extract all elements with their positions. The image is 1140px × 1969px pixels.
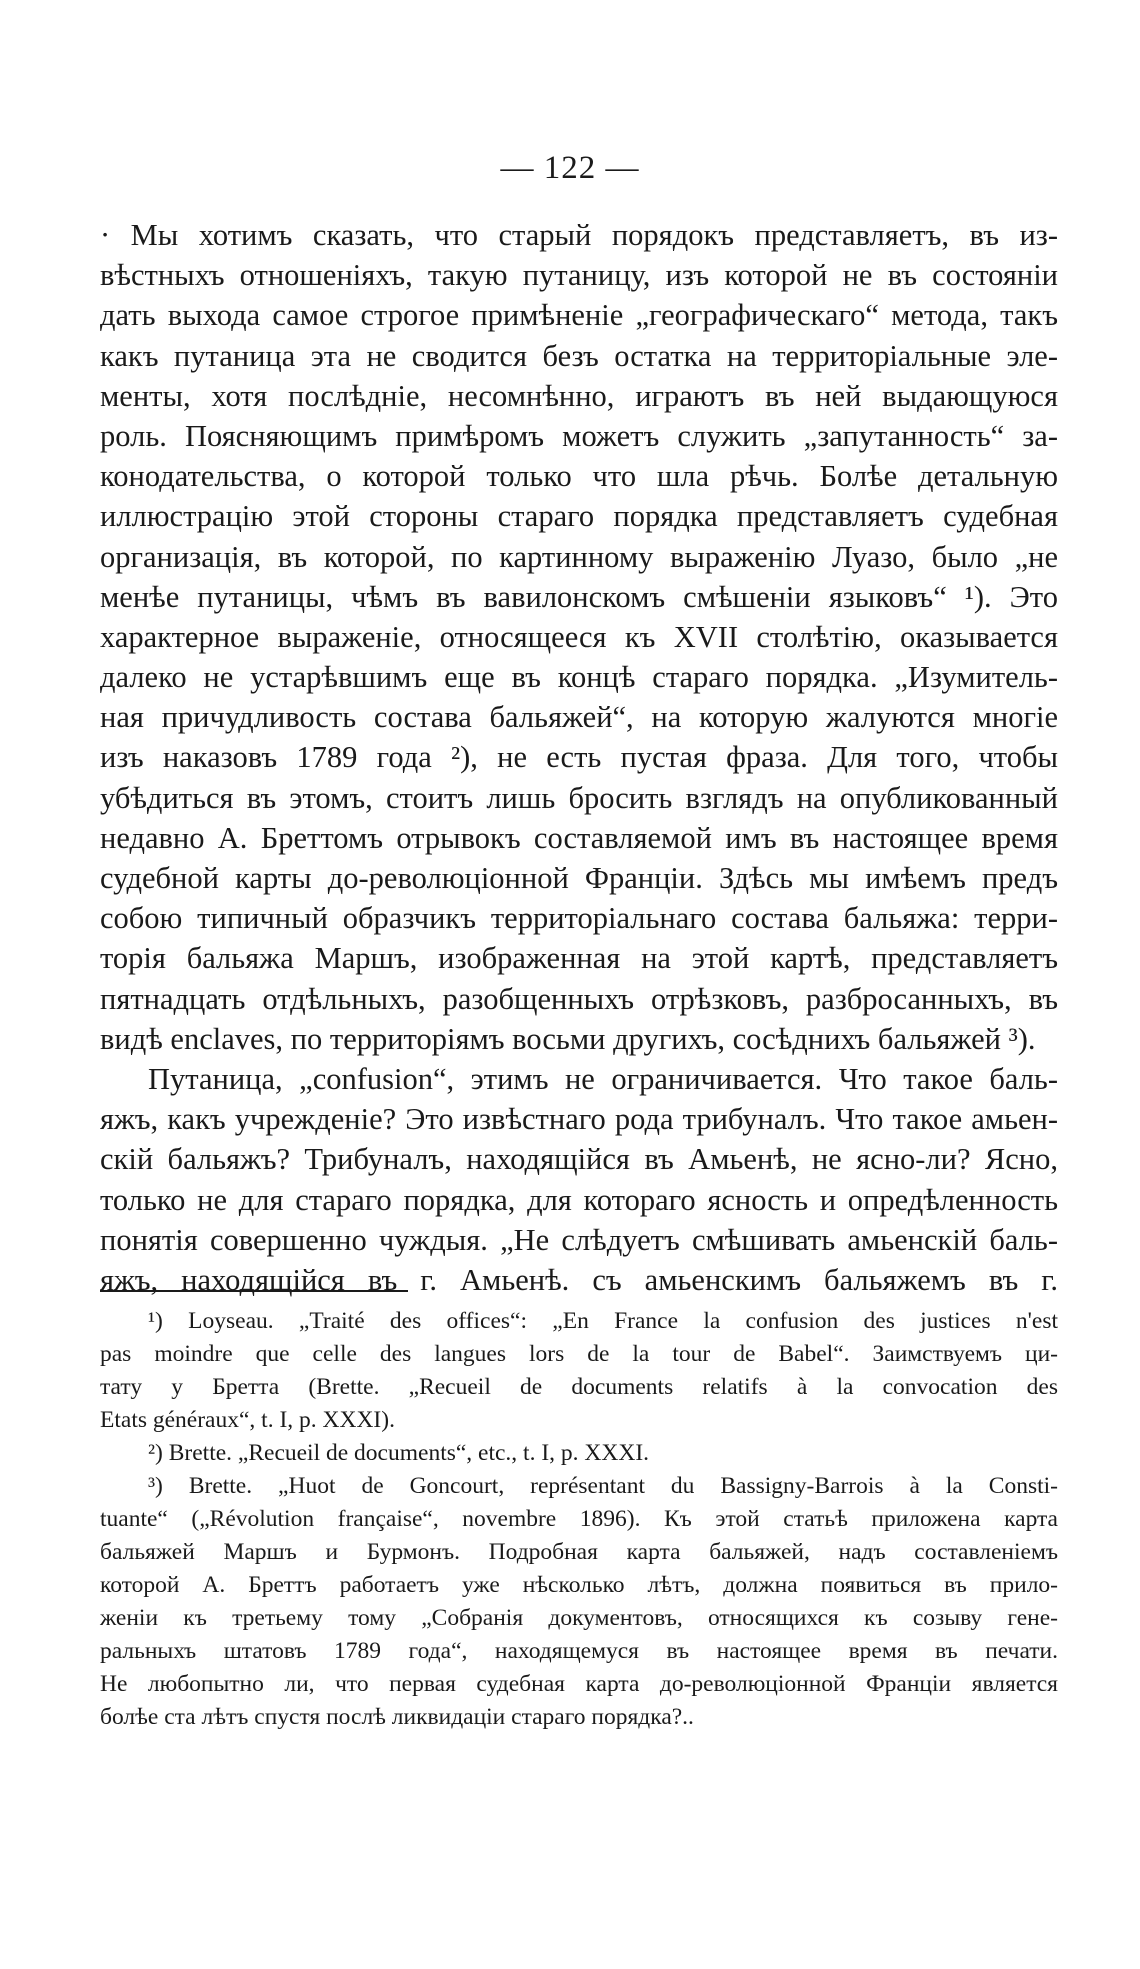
footnote-line: ¹) Loyseau. „Traité des offices“: „En France la confusion des justices n'est — [148, 1308, 1058, 1334]
footnote-line: женіи къ третьему тому „Собранія документовъ, относящихся къ созыву гене- — [100, 1605, 1058, 1631]
text-line: скій бальяжъ? Трибуналъ, находящійся въ Амьенѣ, не ясно-ли? Ясно, — [100, 1142, 1058, 1177]
text-line: иллюстрацію этой стороны стараго порядка представляетъ судебная — [100, 499, 1058, 534]
text-line: понятія совершенно чуждыя. „Не слѣдуетъ смѣшивать амьенскій баль- — [100, 1222, 1058, 1257]
footnote-line: ральныхъ штатовъ 1789 года“, находящемуся въ настоящее время въ печати. — [100, 1638, 1058, 1664]
text-line: далеко не устарѣвшимъ еще въ концѣ стараго порядка. „Изумитель- — [100, 660, 1058, 695]
text-line: вѣстныхъ отношеніяхъ, такую путаницу, изъ которой не въ состояніи — [100, 258, 1058, 293]
text-line: организація, въ которой, по картинному выраженію Луазо, было „не — [100, 539, 1058, 574]
text-line: торія бальяжа Маршъ, изображенная на этой картѣ, представляетъ — [100, 941, 1058, 976]
text-line: характерное выраженіе, относящееся къ XVII столѣтію, оказывается — [100, 619, 1058, 654]
text-line: видѣ enclaves, по территоріямъ восьми другихъ, сосѣднихъ бальяжей ³). — [100, 1021, 1036, 1056]
text-line: конодательства, о которой только что шла рѣчь. Болѣе детальную — [100, 459, 1058, 494]
footnotes — [100, 1305, 1058, 1734]
text-line: недавно А. Бреттомъ отрывокъ составляемой имъ въ настоящее время — [100, 820, 1058, 855]
text-line: яжъ, находящійся въ г. Амьенѣ. съ амьенскимъ бальяжемъ въ г. — [100, 1262, 1058, 1297]
footnote-line: Не любопытно ли, что первая судебная карта до-революціонной Франціи является — [100, 1671, 1058, 1697]
text-line: только не для стараго порядка, для котораго ясность и опредѣленность — [100, 1182, 1058, 1217]
text-line: · Мы хотимъ сказать, что старый порядокъ представляетъ, въ из- — [100, 218, 1058, 252]
footnote-line: ²) Brette. „Recueil de documents“, etc., t. I, p. XXXI. — [148, 1440, 650, 1466]
text-line: менты, хотя послѣдніе, несомнѣнно, играютъ въ ней выдающуюся — [100, 378, 1058, 413]
text-line: яжъ, какъ учрежденіе? Это извѣстнаго рода трибуналъ. Что такое амьен- — [100, 1102, 1058, 1137]
main-text — [100, 215, 1058, 1300]
footnote-line: pas moindre que celle des langues lors de la tour de Babel“. Заимствуемъ ци- — [100, 1341, 1058, 1367]
footnote-line: tuante“ („Révolution française“, novembre 1896). Къ этой статьѣ приложена карта — [100, 1506, 1058, 1532]
footnote-divider — [100, 1290, 408, 1292]
text-line: изъ наказовъ 1789 года ²), не есть пустая фраза. Для того, чтобы — [100, 740, 1058, 775]
text-line: роль. Поясняющимъ примѣромъ можетъ служить „запутанность“ за- — [100, 418, 1058, 453]
text-line: собою типичный образчикъ территоріальнаго состава бальяжа: терри- — [100, 901, 1058, 936]
text-line: какъ путаница эта не сводится безъ остатка на территоріальные эле- — [100, 338, 1058, 373]
footnote-line: бальяжей Маршъ и Бурмонъ. Подробная карта бальяжей, надъ составленіемъ — [100, 1539, 1058, 1565]
text-line: ная причудливость состава бальяжей“, на которую жалуются многіе — [100, 700, 1058, 735]
text-line: менѣе путаницы, чѣмъ въ вавилонскомъ смѣшеніи языковъ“ ¹). Это — [100, 579, 1058, 614]
footnote-line: тату у Бретта (Brette. „Recueil de documents relatifs à la convocation des — [100, 1374, 1058, 1400]
text-line: убѣдиться въ этомъ, стоитъ лишь бросить взглядъ на опубликованный — [100, 780, 1058, 815]
footnote-line: Etats généraux“, t. I, p. XXXI). — [100, 1407, 395, 1433]
footnote-line: которой А. Бреттъ работаетъ уже нѣсколько лѣтъ, должна появиться въ прило- — [100, 1572, 1058, 1598]
page-number: — 122 — — [500, 150, 640, 186]
footnote-line: ³) Brette. „Huot de Goncourt, représentant du Bassigny-Barrois à la Consti- — [148, 1473, 1058, 1499]
text-line: Путаница, „confusion“, этимъ не ограничивается. Что такое баль- — [148, 1061, 1058, 1096]
footnote-line: болѣе ста лѣтъ спустя послѣ ликвидаціи стараго порядка?.. — [100, 1704, 694, 1730]
text-line: дать выхода самое строгое примѣненіе „географическаго“ метода, такъ — [100, 298, 1058, 333]
text-line: судебной карты до-революціонной Франціи. Здѣсь мы имѣемъ предъ — [100, 861, 1058, 895]
text-line: пятнадцать отдѣльныхъ, разобщенныхъ отрѣзковъ, разбросанныхъ, въ — [100, 981, 1058, 1016]
